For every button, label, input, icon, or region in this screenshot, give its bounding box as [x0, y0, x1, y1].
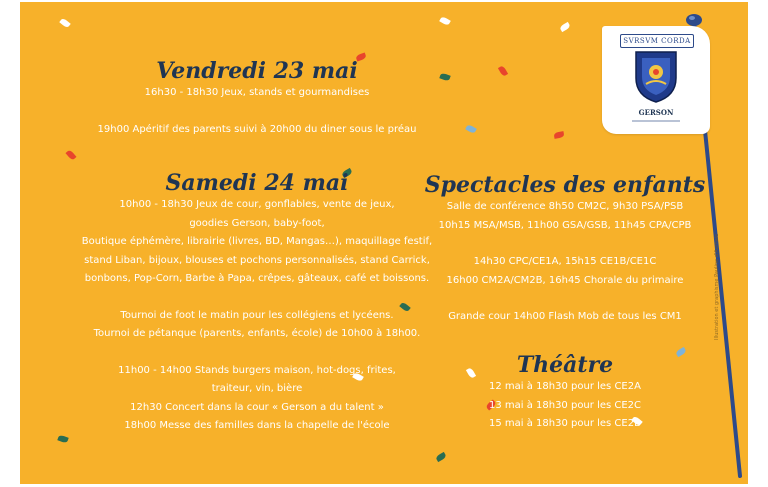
poster	[20, 2, 748, 484]
saturday-line: goodies Gerson, baby-foot,	[189, 217, 325, 229]
saturday-line: traiteur, vin, bière	[211, 383, 303, 394]
shows-section	[415, 172, 715, 327]
illustration-credit: Illustration et graphisme Pauline d'Aumale	[714, 233, 720, 340]
theatre-line: 12 mai à 18h30 pour les CE2A	[489, 381, 641, 392]
flag-name: GERSON	[638, 108, 674, 117]
saturday-line: 10h00 - 18h30 Jeux de cour, gonflables, vente de jeux,	[119, 199, 395, 210]
crest-icon	[632, 48, 680, 104]
friday-line: 16h30 - 18h30 Jeux, stands et gourmandises	[144, 87, 370, 98]
saturday-line: stand Liban, bijoux, blouses et pochons personnalisés, stand Carrick,	[84, 254, 430, 266]
theatre-title: Théâtre	[516, 352, 614, 378]
confetti	[57, 434, 68, 443]
saturday-line: Tournoi de foot le matin pour les collégiens et lycéens.	[120, 309, 394, 321]
saturday-title: Samedi 24 mai	[165, 170, 349, 196]
shows-line: 10h15 MSA/MSB, 11h00 GSA/GSB, 11h45 CPA/CPB	[438, 219, 692, 231]
friday-section	[46, 58, 468, 139]
saturday-section	[46, 170, 468, 436]
theatre-line: 15 mai à 18h30 pour les CE2B	[489, 418, 641, 429]
confetti	[554, 131, 565, 139]
shows-title: Spectacles des enfants	[424, 172, 706, 198]
motto-banner: SVRSVM CORDA	[620, 34, 694, 48]
shows-line: Grande cour 14h00 Flash Mob de tous les CM1	[448, 311, 682, 322]
flag-subline	[632, 120, 680, 122]
confetti	[65, 149, 76, 161]
school-flag	[602, 26, 710, 134]
theatre-section	[415, 352, 715, 434]
confetti	[559, 22, 571, 32]
saturday-line: Tournoi de pétanque (parents, enfants, école) de 10h00 à 18h00.	[93, 328, 421, 339]
friday-title: Vendredi 23 mai	[156, 58, 358, 84]
friday-line: 19h00 Apéritif des parents suivi à 20h00 du diner sous le préau	[97, 123, 417, 135]
saturday-line: 12h30 Concert dans la cour « Gerson a du talent »	[130, 401, 384, 413]
shows-line: 16h00 CM2A/CM2B, 16h45 Chorale du primaire	[446, 274, 684, 286]
confetti	[435, 452, 447, 462]
saturday-line: Boutique éphémère, librairie (livres, BD, Mangas…), maquillage festif,	[81, 236, 433, 247]
confetti	[439, 16, 451, 26]
confetti	[498, 65, 508, 77]
saturday-line: 18h00 Messe des familles dans la chapelle de l'école	[124, 420, 390, 431]
saturday-line: bonbons, Pop-Corn, Barbe à Papa, crêpes, gâteaux, café et boissons.	[84, 273, 430, 284]
shows-line: Salle de conférence 8h50 CM2C, 9h30 PSA/PSB	[446, 201, 684, 212]
theatre-line: 13 mai à 18h30 pour les CE2C	[488, 399, 642, 411]
saturday-line: 11h00 - 14h00 Stands burgers maison, hot-dogs, frites,	[118, 364, 396, 376]
confetti	[59, 17, 71, 28]
shows-line: 14h30 CPC/CE1A, 15h15 CE1B/CE1C	[473, 256, 657, 267]
